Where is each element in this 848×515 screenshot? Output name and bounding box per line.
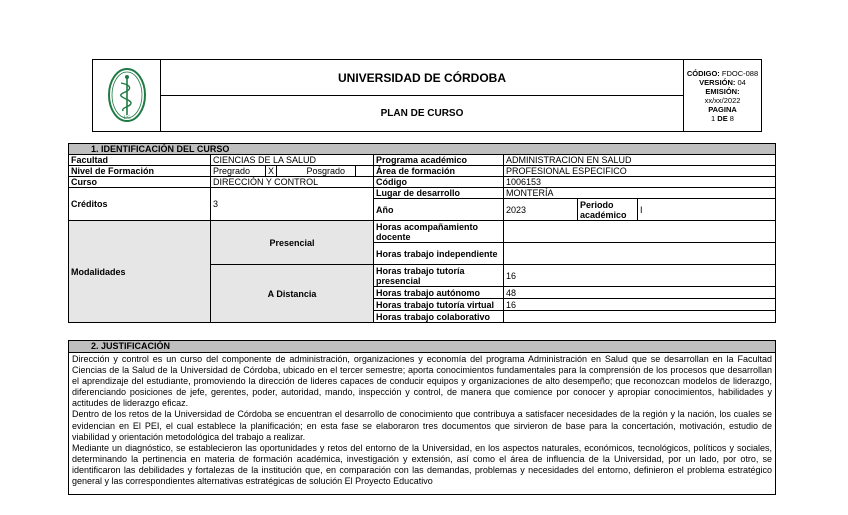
creditos-label: Créditos <box>69 188 211 221</box>
posgrado-label: Posgrado <box>305 166 356 177</box>
curso-value: DIRECCIÓN Y CONTROL <box>211 177 374 188</box>
emission-label: EMISIÓN: <box>705 86 740 96</box>
page-of: DE <box>717 113 728 123</box>
page-current: 1 <box>711 113 716 123</box>
hours-label: Horas trabajo tutoría virtual <box>374 299 504 311</box>
hours-value: 16 <box>504 265 776 287</box>
course-identification-table <box>68 143 776 323</box>
emission-value: xx/xx/2022 <box>704 95 741 105</box>
hours-value: 16 <box>504 299 776 311</box>
university-logo <box>93 60 161 132</box>
caduceus-seal-icon <box>107 67 147 123</box>
university-name: UNIVERSIDAD DE CÓRDOBA <box>161 60 684 96</box>
area-value: PROFESIONAL ESPECIFICO <box>504 166 776 177</box>
lugar-value: MONTERÍA <box>504 188 776 199</box>
hours-label: Horas acompañamiento docente <box>374 221 504 243</box>
hours-value <box>504 221 776 243</box>
hours-label: Horas trabajo tutoría presencial <box>374 265 504 287</box>
justification-section <box>68 340 776 495</box>
version-label: VERSIÓN: <box>699 77 736 87</box>
lugar-label: Lugar de desarrollo <box>374 188 504 199</box>
section-2-title: 2. JUSTIFICACIÓN <box>69 341 775 353</box>
paragraph: Dirección y control es un curso del componente de administración, organizaciones y economía del programa Administración en Salud que se desarrollan en la Facultad Ciencias de la Salud de la Universidad de Córdoba, ubicado en el tercer semestre; aporta conocimientos fundamentales para la comprensión de los procesos que desarrollan el aprendizaje del estudiante, promoviendo la dirección de lideres capaces de conducir equipos y organizaciones de alto desempeño; que reconozcan modelos de liderazgo, diferenciando posiciones de jefe, gerentes, poder, autoridad, mando, inspección y control, de manera que comience por conocer y apropiar conocimientos, habilidades y actitudes de liderazgo eficaz. <box>72 354 772 409</box>
hours-value <box>504 311 776 323</box>
page-total: 8 <box>729 113 734 123</box>
programa-value: ADMINISTRACION EN SALUD <box>504 155 776 166</box>
document-control-info <box>684 60 762 132</box>
anio-value: 2023 <box>504 199 578 221</box>
nivel-label: Nivel de Formación <box>69 166 211 177</box>
hours-label: Horas trabajo autónomo <box>374 287 504 299</box>
presencial-label: Presencial <box>211 221 374 265</box>
page-label: PAGINA <box>708 104 737 114</box>
hours-value: 48 <box>504 287 776 299</box>
version-value: 04 <box>737 77 746 87</box>
code-label: CÓDIGO: <box>686 68 720 78</box>
section-1-title: 1. IDENTIFICACIÓN DEL CURSO <box>69 144 776 155</box>
paragraph: Mediante un diagnóstico, se establecieron las oportunidades y retos del entorno de la Universidad, en los aspectos naturales, económicos, tecnológicos, políticos y sociales, determinando la pertinencia en materia de formación académica, investigación y extensión, así como el área de influencia de la Universidad, por un lado, por otro, se identificaron las debilidades y fortalezas de la institución que, en comparación con las demandas, problemas y necesidades del entorno, definieron el problema estratégico general y las correspondientes alternativas estratégicas de solución El Proyecto Educativo <box>72 442 772 487</box>
anio-label: Año <box>374 199 504 221</box>
curso-label: Curso <box>69 177 211 188</box>
hours-value <box>504 243 776 265</box>
distancia-label: A Distancia <box>211 265 374 323</box>
codigo-value: 1006153 <box>504 177 776 188</box>
document-header <box>92 59 762 132</box>
code-value: FDOC-088 <box>721 68 759 78</box>
creditos-value: 3 <box>211 188 374 221</box>
periodo-value: I <box>638 199 776 221</box>
modalidades-label: Modalidades <box>69 221 211 323</box>
facultad-value: CIENCIAS DE LA SALUD <box>211 155 374 166</box>
posgrado-checkbox <box>356 166 374 177</box>
hours-label: Horas trabajo colaborativo <box>374 311 504 323</box>
document-title: PLAN DE CURSO <box>161 96 684 132</box>
area-label: Área de formación <box>374 166 504 177</box>
facultad-label: Facultad <box>69 155 211 166</box>
codigo-label: Código <box>374 177 504 188</box>
programa-label: Programa académico <box>374 155 504 166</box>
paragraph: Dentro de los retos de la Universidad de Córdoba se encuentran el desarrollo de conocimiento que contribuya a satisfacer necesidades de la región y la nación, los cuales se evidencian en El PEI, el cual establece la planificación; en esta fase se elaboraron tres documentos que sirvieron de base para la concertación, motivación, estudio de viabilidad y orientación metodológica del trabajo a realizar. <box>72 409 772 442</box>
logo-letters: UC <box>123 115 130 121</box>
justification-text <box>69 353 775 488</box>
pregrado-label: Pregrado <box>211 166 266 177</box>
hours-label: Horas trabajo independiente <box>374 243 504 265</box>
periodo-label: Periodo académico <box>578 199 638 221</box>
pregrado-checkbox: X <box>266 166 277 177</box>
